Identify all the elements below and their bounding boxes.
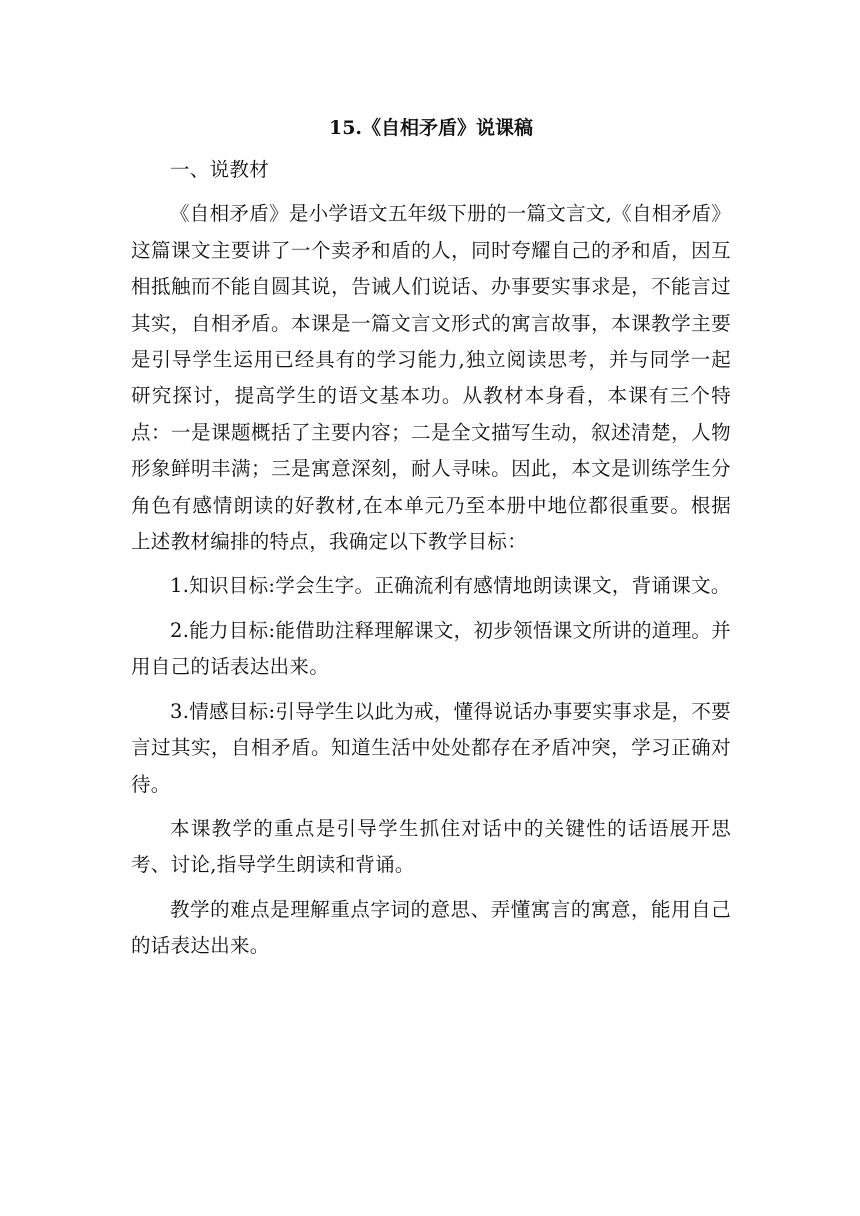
paragraph-goal-ability: 2.能力目标:能借助注释理解课文，初步领悟课文所讲的道理。并用自己的话表达出来。 (131, 618, 731, 679)
document-page (131, 108, 731, 973)
paragraph-intro: 《自相矛盾》是小学语文五年级下册的一篇文言文,《自相矛盾》这篇课文主要讲了一个卖矛和盾的人，同时夸耀自己的矛和盾，因互相抵触而不能自圆其说，告诫人们说话、办事要实事求是，不能言过其实，自相矛盾。本课是一篇文言文形式的寓言故事，本课教学主要是引导学生运用已经具有的学习能力,独立阅读思考，并与同学一起研究探讨，提高学生的语文基本功。从教材本身看，本课有三个特点：一是课题概括了主要内容；二是全文描写生动，叙述清楚，人物形象鲜明丰满；三是寓意深刻，耐人寻味。因此，本文是训练学生分角色有感情朗读的好教材,在本单元乃至本册中地位都很重要。根据上述教材编排的特点，我确定以下教学目标： (131, 202, 731, 554)
paragraph-goal-knowledge: 1.知识目标:学会生字。正确流利有感情地朗读课文，背诵课文。 (170, 574, 731, 598)
document-title: 15.《自相矛盾》说课稿 (328, 117, 534, 139)
section-heading: 一、说教材 (170, 158, 270, 181)
paragraph-goal-emotion: 3.情感目标:引导学生以此为戒，懂得说话办事要实事求是，不要言过其实，自相矛盾。知道生活中处处都存在矛盾冲突，学习正确对待。 (131, 699, 731, 796)
paragraph-key-point: 本课教学的重点是引导学生抓住对话中的关键性的话语展开思考、讨论,指导学生朗读和背诵。 (131, 816, 731, 877)
paragraph-difficulty: 教学的难点是理解重点字词的意思、弄懂寓言的寓意，能用自己的话表达出来。 (131, 897, 731, 958)
